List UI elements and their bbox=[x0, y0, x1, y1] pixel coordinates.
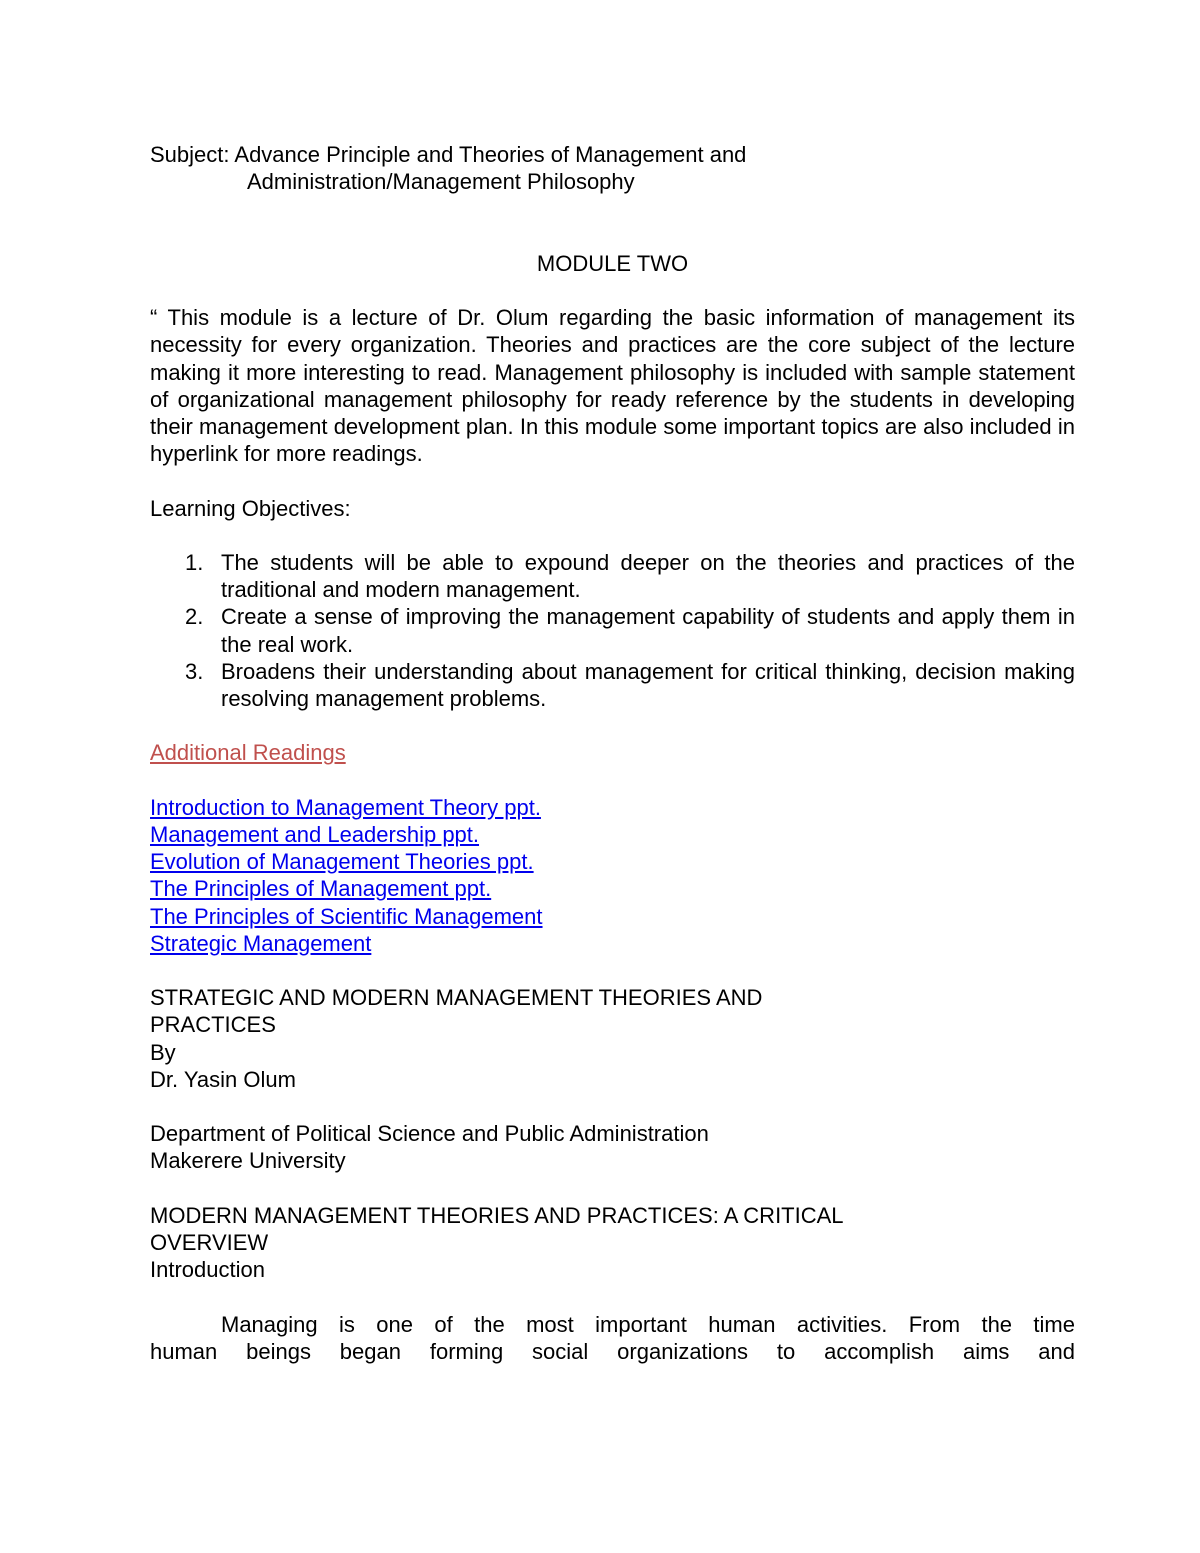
list-item-text: Create a sense of improving the management capability of students and apply them in the real work. bbox=[221, 604, 1075, 657]
reading-link-row bbox=[150, 821, 1075, 848]
section-title-line: MODERN MANAGEMENT THEORIES AND PRACTICES: A CRITICAL bbox=[150, 1202, 844, 1228]
additional-readings-label: Additional Readings bbox=[150, 740, 346, 766]
list-number: 3. bbox=[185, 658, 204, 684]
body-text-line: human beings began forming social organizations to accomplish aims and bbox=[150, 1338, 1075, 1364]
section-title-line: OVERVIEW bbox=[150, 1229, 269, 1255]
intro-paragraph: “ This module is a lecture of Dr. Olum regarding the basic information of management its necessity for every organization. Theories and practices are the core subject of the lecture making it more interesting to read. Management philosophy is included with sample statement of organizational management philosophy for ready reference by the students in developing their management development plan. In this module some important topics are also included in hyperlink for more readings. bbox=[150, 305, 1075, 467]
list-item bbox=[150, 549, 1075, 603]
module-title: MODULE TWO bbox=[536, 250, 689, 276]
link-strategic-management[interactable]: Strategic Management bbox=[150, 930, 372, 956]
link-evolution-management-theories[interactable]: Evolution of Management Theories ppt. bbox=[150, 849, 534, 875]
link-management-leadership[interactable]: Management and Leadership ppt. bbox=[150, 821, 480, 847]
article-title-line: PRACTICES bbox=[150, 1012, 276, 1038]
section-heading: Introduction bbox=[150, 1257, 265, 1283]
body-text-line: Managing is one of the most important human activities. From the time bbox=[221, 1311, 1075, 1337]
list-number: 1. bbox=[185, 549, 204, 575]
article-university: Makerere University bbox=[150, 1148, 346, 1174]
link-principles-scientific-management[interactable]: The Principles of Scientific Management bbox=[150, 903, 543, 929]
objectives-list bbox=[150, 549, 1075, 712]
list-number: 2. bbox=[185, 604, 204, 630]
link-intro-management-theory[interactable]: Introduction to Management Theory ppt. bbox=[150, 794, 541, 820]
list-item bbox=[150, 603, 1075, 657]
subject-line: Subject: Advance Principle and Theories of Management and bbox=[150, 142, 747, 167]
reading-link-row bbox=[150, 875, 1075, 902]
objectives-heading: Learning Objectives: bbox=[150, 495, 351, 521]
reading-link-row bbox=[150, 794, 1075, 821]
reading-link-row bbox=[150, 903, 1075, 930]
list-item bbox=[150, 658, 1075, 712]
subject-line-continued: Administration/Management Philosophy bbox=[247, 169, 635, 195]
document-page bbox=[150, 141, 1075, 1365]
list-item-text: Broadens their understanding about management for critical thinking, decision making resolving management problems. bbox=[221, 658, 1075, 711]
link-principles-of-management[interactable]: The Principles of Management ppt. bbox=[150, 876, 492, 902]
article-by: By bbox=[150, 1039, 176, 1065]
reading-link-row bbox=[150, 848, 1075, 875]
list-item-text: The students will be able to expound deeper on the theories and practices of the traditional and modern management. bbox=[221, 549, 1075, 603]
article-department: Department of Political Science and Public Administration bbox=[150, 1121, 709, 1147]
additional-readings-heading bbox=[150, 739, 1075, 766]
article-author: Dr. Yasin Olum bbox=[150, 1066, 296, 1092]
reading-link-row bbox=[150, 930, 1075, 957]
article-title-line: STRATEGIC AND MODERN MANAGEMENT THEORIES AND bbox=[150, 985, 763, 1011]
